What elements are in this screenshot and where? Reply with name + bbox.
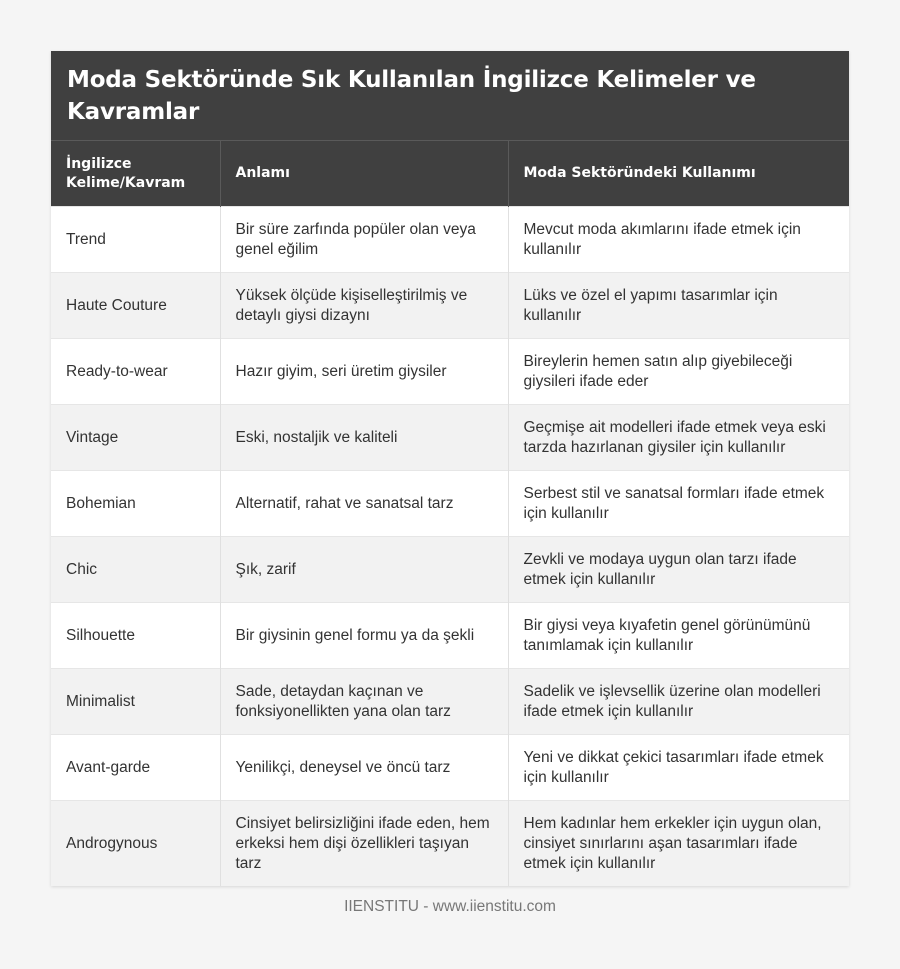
table-row [51, 603, 849, 669]
table-row [51, 339, 849, 405]
usage-cell: Bireylerin hemen satın alıp giyebileceği giysileri ifade eder [508, 339, 849, 405]
term-cell: Avant-garde [51, 735, 220, 801]
term-cell: Trend [51, 207, 220, 273]
term-cell: Chic [51, 537, 220, 603]
meaning-cell: Şık, zarif [220, 537, 508, 603]
usage-cell: Lüks ve özel el yapımı tasarımlar için kullanılır [508, 273, 849, 339]
usage-cell: Hem kadınlar hem erkekler için uygun olan, cinsiyet sınırlarını aşan tasarımları ifade etmek için kullanılır [508, 801, 849, 887]
table-row [51, 273, 849, 339]
table-row [51, 801, 849, 887]
meaning-cell: Cinsiyet belirsizliğini ifade eden, hem erkeksi hem dişi özellikleri taşıyan tarz [220, 801, 508, 887]
meaning-cell: Bir giysinin genel formu ya da şekli [220, 603, 508, 669]
usage-cell: Serbest stil ve sanatsal formları ifade etmek için kullanılır [508, 471, 849, 537]
usage-cell: Geçmişe ait modelleri ifade etmek veya eski tarzda hazırlanan giysiler için kullanılır [508, 405, 849, 471]
footer-credit: IIENSTITU - www.iienstitu.com [344, 898, 556, 915]
table-row [51, 669, 849, 735]
term-cell: Bohemian [51, 471, 220, 537]
table-row [51, 471, 849, 537]
column-header-term: İngilizce Kelime/Kavram [51, 141, 220, 207]
meaning-cell: Bir süre zarfında popüler olan veya genel eğilim [220, 207, 508, 273]
meaning-cell: Yenilikçi, deneysel ve öncü tarz [220, 735, 508, 801]
usage-cell: Mevcut moda akımlarını ifade etmek için kullanılır [508, 207, 849, 273]
term-cell: Ready-to-wear [51, 339, 220, 405]
meaning-cell: Hazır giyim, seri üretim giysiler [220, 339, 508, 405]
meaning-cell: Sade, detaydan kaçınan ve fonksiyonellikten yana olan tarz [220, 669, 508, 735]
table-row [51, 735, 849, 801]
table-title: Moda Sektöründe Sık Kullanılan İngilizce Kelimeler ve Kavramlar [67, 67, 756, 125]
usage-cell: Sadelik ve işlevsellik üzerine olan modelleri ifade etmek için kullanılır [508, 669, 849, 735]
table-title-bar [51, 51, 849, 141]
meaning-cell: Alternatif, rahat ve sanatsal tarz [220, 471, 508, 537]
column-header-meaning: Anlamı [220, 141, 508, 207]
table-header-row [51, 141, 849, 207]
usage-cell: Zevkli ve modaya uygun olan tarzı ifade etmek için kullanılır [508, 537, 849, 603]
table-row [51, 207, 849, 273]
glossary-table [51, 141, 849, 886]
meaning-cell: Yüksek ölçüde kişiselleştirilmiş ve detaylı giysi dizaynı [220, 273, 508, 339]
meaning-cell: Eski, nostaljik ve kaliteli [220, 405, 508, 471]
term-cell: Haute Couture [51, 273, 220, 339]
usage-cell: Bir giysi veya kıyafetin genel görünümünü tanımlamak için kullanılır [508, 603, 849, 669]
usage-cell: Yeni ve dikkat çekici tasarımları ifade etmek için kullanılır [508, 735, 849, 801]
table-row [51, 405, 849, 471]
term-cell: Minimalist [51, 669, 220, 735]
term-cell: Vintage [51, 405, 220, 471]
column-header-usage: Moda Sektöründeki Kullanımı [508, 141, 849, 207]
term-cell: Silhouette [51, 603, 220, 669]
glossary-table-card [51, 51, 849, 886]
table-row [51, 537, 849, 603]
term-cell: Androgynous [51, 801, 220, 887]
